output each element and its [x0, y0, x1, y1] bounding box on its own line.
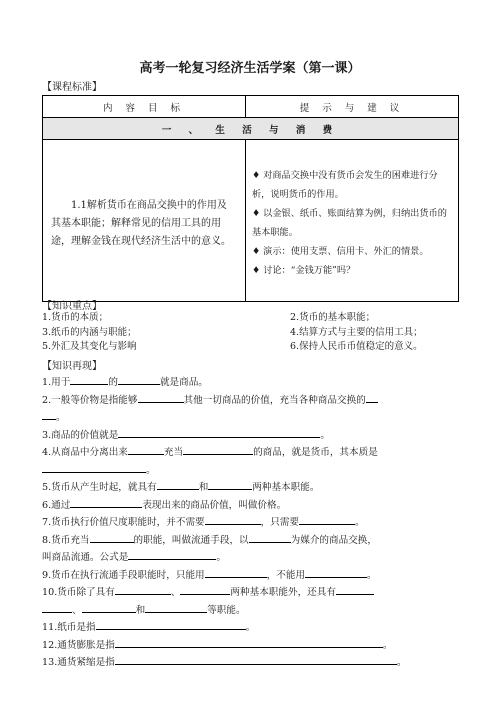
answer-blank[interactable] [249, 531, 291, 543]
question-2: 2.一般等价物是指能够 其他一切商品的价值，充当各种商品交换的 [42, 391, 462, 409]
knowledge-review-questions [42, 373, 462, 671]
list-item [42, 326, 462, 341]
answer-blank[interactable] [138, 391, 184, 403]
tip-item: ♦ 以金银、纸币、账面结算为例，归纳出货币的基本职能。 [252, 207, 447, 238]
question-5: 5.货币从产生时起，就具有 和 两种基本职能。 [42, 478, 462, 496]
answer-blank[interactable] [42, 408, 56, 420]
key-point: 6.保持人民币币值稳定的意义。 [290, 341, 423, 352]
list-item [42, 340, 462, 355]
answer-blank[interactable] [336, 583, 374, 595]
question-12: 12.通货膨胀是指 。 [42, 636, 462, 654]
course-standard-table [42, 95, 459, 302]
page-title: 高考一轮复习经济生活学案（第一课） [139, 61, 361, 76]
tip-item: ♦ 演示：使用支票、信用卡、外汇的情景。 [252, 245, 429, 257]
answer-blank[interactable] [180, 583, 230, 595]
answer-blank[interactable] [82, 601, 136, 613]
question-11: 11.纸币是指 。 [42, 618, 462, 636]
answer-blank[interactable] [208, 478, 252, 490]
question-4-cont: 。 [42, 461, 462, 479]
question-9: 9.货币在执行流通手段职能时，只能用 ，不能用 。 [42, 566, 462, 584]
answer-blank[interactable] [115, 583, 171, 595]
answer-blank[interactable] [96, 618, 246, 630]
answer-blank[interactable] [70, 373, 108, 385]
key-points-list [42, 311, 462, 355]
answer-blank[interactable] [115, 653, 397, 665]
key-point: 2.货币的基本职能； [290, 312, 376, 323]
section-row [43, 118, 459, 140]
answer-blank[interactable] [42, 601, 72, 613]
answer-blank[interactable] [115, 636, 383, 648]
tips-cell [246, 140, 459, 302]
answer-blank[interactable] [42, 461, 146, 473]
content-goal-cell: 1.1解析货币在商品交换中的作用及其基本职能；解释常见的信用工具的用途，理解金钱在现代经济生活中的意义。 [43, 140, 246, 302]
answer-blank[interactable] [299, 513, 355, 525]
list-item [42, 311, 462, 326]
question-1: 1.用于 的 就是商品。 [42, 373, 462, 391]
table-content-row [43, 140, 459, 302]
column-header-tips: 提 示 与 建 议 [246, 96, 459, 118]
answer-blank[interactable] [305, 566, 367, 578]
section-title: 一 、 生 活 与 消 费 [43, 118, 459, 140]
answer-blank[interactable] [205, 566, 267, 578]
answer-blank[interactable] [70, 496, 142, 508]
table-header-row [43, 96, 459, 118]
question-8: 8.货币充当 的职能，叫做流通手段，以 为媒介的商品交换， [42, 531, 462, 549]
answer-blank[interactable] [118, 373, 160, 385]
answer-blank[interactable] [366, 391, 378, 403]
answer-blank[interactable] [145, 601, 207, 613]
answer-blank[interactable] [90, 531, 134, 543]
answer-blank[interactable] [118, 426, 320, 438]
tip-item: ♦ 对商品交换中没有货币会发生的困难进行分析，说明货币的作用。 [252, 169, 438, 200]
question-6: 6.通过 表现出来的商品价值，叫做价格。 [42, 496, 462, 514]
answer-blank[interactable] [205, 513, 261, 525]
key-point: 3.纸币的内涵与职能； [42, 326, 137, 338]
key-point: 4.结算方式与主要的信用工具； [290, 326, 423, 338]
knowledge-review-label: 【知识再现】 [42, 361, 102, 372]
course-standard-label: 【课程标准】 [42, 82, 102, 93]
answer-blank[interactable] [128, 443, 164, 455]
answer-blank[interactable] [128, 548, 216, 560]
question-8-cont: 叫商品流通。公式是 。 [42, 548, 462, 566]
key-points-label: 【知识重点】 [42, 301, 102, 312]
key-point: 1.货币的本质； [42, 312, 109, 323]
key-point: 5.外汇及其变化与影响 [42, 341, 137, 352]
question-10-cont: 、 和 等职能。 [42, 601, 462, 619]
question-13: 13.通货紧缩是指 。 [42, 653, 462, 671]
question-4: 4.从商品中分离出来 充当 的商品，就是货币，其本质是 [42, 443, 462, 461]
question-10: 10.货币除了具有 、 两种基本职能外，还具有 [42, 583, 462, 601]
question-3: 3.商品的价值就是 。 [42, 426, 462, 444]
answer-blank[interactable] [183, 443, 253, 455]
tip-item: ♦ 讨论：“金钱万能”吗？ [252, 264, 356, 276]
answer-blank[interactable] [157, 478, 199, 490]
question-2-cont: 。 [42, 408, 462, 426]
question-7: 7.货币执行价值尺度职能时，并不需要 ，只需要 。 [42, 513, 462, 531]
column-header-goal: 内 容 目 标 [43, 96, 246, 118]
